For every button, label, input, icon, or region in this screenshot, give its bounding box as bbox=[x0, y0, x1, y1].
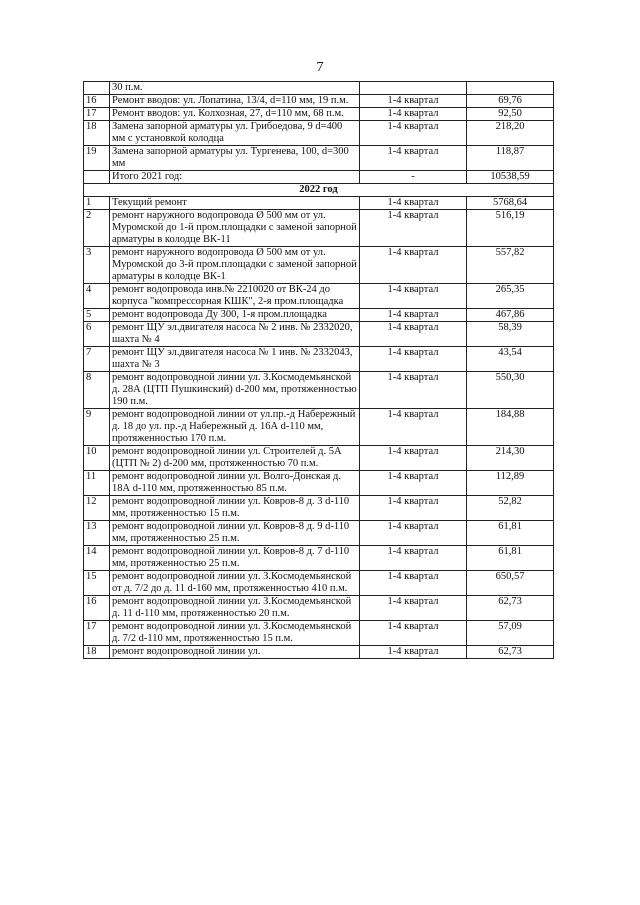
row-number: 11 bbox=[84, 471, 110, 496]
year-header: 2022 год bbox=[84, 184, 554, 197]
total-sum: 10538,59 bbox=[467, 171, 554, 184]
table-total-2021 bbox=[84, 171, 554, 197]
row-sum: 62,73 bbox=[467, 646, 554, 659]
row-description: ремонт водопроводной линии ул. Волго-Донская д. 18А d-110 мм, протяженностью 85 п.м. bbox=[110, 471, 360, 496]
row-sum: 218,20 bbox=[467, 121, 554, 146]
row-quarter: 1-4 квартал bbox=[360, 372, 467, 409]
row-description: Текущий ремонт bbox=[110, 197, 360, 210]
row-quarter: 1-4 квартал bbox=[360, 95, 467, 108]
row-description: ремонт водопроводной линии ул. З.Космодемьянской д. 7/2 d-110 мм, протяженностью 15 п.м. bbox=[110, 621, 360, 646]
row-quarter: 1-4 квартал bbox=[360, 471, 467, 496]
row-number: 18 bbox=[84, 121, 110, 146]
table-row bbox=[84, 571, 554, 596]
table-row bbox=[84, 409, 554, 446]
row-sum: 112,89 bbox=[467, 471, 554, 496]
row-description: ремонт водопроводной линии ул. Ковров-8 д. 3 d-110 мм, протяженностью 15 п.м. bbox=[110, 496, 360, 521]
row-quarter bbox=[360, 82, 467, 95]
row-description: ремонт водопроводной линии ул. Ковров-8 д. 7 d-110 мм, протяженностью 25 п.м. bbox=[110, 546, 360, 571]
row-number: 5 bbox=[84, 309, 110, 322]
page-number: 7 bbox=[316, 60, 324, 75]
row-sum: 184,88 bbox=[467, 409, 554, 446]
row-sum: 61,81 bbox=[467, 521, 554, 546]
row-number: 8 bbox=[84, 372, 110, 409]
table-row bbox=[84, 372, 554, 409]
row-quarter: 1-4 квартал bbox=[360, 571, 467, 596]
row-quarter: 1-4 квартал bbox=[360, 596, 467, 621]
row-quarter: 1-4 квартал bbox=[360, 546, 467, 571]
row-number: 6 bbox=[84, 322, 110, 347]
table-row bbox=[84, 82, 554, 95]
row-description: ремонт водопроводной линии ул. bbox=[110, 646, 360, 659]
row-number bbox=[84, 82, 110, 95]
row-number: 17 bbox=[84, 621, 110, 646]
row-sum: 650,57 bbox=[467, 571, 554, 596]
table-row bbox=[84, 197, 554, 210]
row-number: 10 bbox=[84, 446, 110, 471]
row-sum: 550,30 bbox=[467, 372, 554, 409]
row-number: 16 bbox=[84, 95, 110, 108]
row-number: 12 bbox=[84, 496, 110, 521]
table-row bbox=[84, 471, 554, 496]
row-sum: 557,82 bbox=[467, 247, 554, 284]
table-section-2022 bbox=[84, 197, 554, 659]
row-sum: 69,76 bbox=[467, 95, 554, 108]
row-quarter: 1-4 квартал bbox=[360, 521, 467, 546]
row-description: ремонт водопровода инв.№ 2210020 от ВК-24 до корпуса "компрессорная КШК", 2-я пром.площадка bbox=[110, 284, 360, 309]
row-quarter: 1-4 квартал bbox=[360, 409, 467, 446]
row-sum: 58,39 bbox=[467, 322, 554, 347]
row-sum bbox=[467, 82, 554, 95]
row-description: ремонт наружного водопровода Ø 500 мм от ул. Муромской до 3-й пром.площадки с заменой запорной арматуры в колодце ВК-1 bbox=[110, 247, 360, 284]
row-sum: 118,87 bbox=[467, 146, 554, 171]
table-row bbox=[84, 347, 554, 372]
row-description: 30 п.м. bbox=[110, 82, 360, 95]
row-quarter: 1-4 квартал bbox=[360, 646, 467, 659]
row-sum: 5768,64 bbox=[467, 197, 554, 210]
row-description: ремонт водопроводной линии ул. З.Космодемьянской от д. 7/2 до д. 11 d-160 мм, протяженностью 410 п.м. bbox=[110, 571, 360, 596]
total-label: Итого 2021 год: bbox=[110, 171, 360, 184]
row-quarter: 1-4 квартал bbox=[360, 247, 467, 284]
row-description: Ремонт вводов: ул. Колхозная, 27, d=110 мм, 68 п.м. bbox=[110, 108, 360, 121]
row-number: 1 bbox=[84, 197, 110, 210]
row-description: Замена запорной арматуры ул. Тургенева, 100, d=300 мм bbox=[110, 146, 360, 171]
row-number: 15 bbox=[84, 571, 110, 596]
row-number: 7 bbox=[84, 347, 110, 372]
row-quarter: 1-4 квартал bbox=[360, 108, 467, 121]
row-description: ремонт водопроводной линии ул. З.Космодемьянской д. 28А (ЦТП Пушкинский) d-200 мм, протяженностью 190 п.м. bbox=[110, 372, 360, 409]
table-row bbox=[84, 95, 554, 108]
table-row bbox=[84, 284, 554, 309]
row-quarter: 1-4 квартал bbox=[360, 621, 467, 646]
row-sum: 265,35 bbox=[467, 284, 554, 309]
row-sum: 43,54 bbox=[467, 347, 554, 372]
row-sum: 467,86 bbox=[467, 309, 554, 322]
row-number: 13 bbox=[84, 521, 110, 546]
row-description: ремонт ЩУ эл.двигателя насоса № 2 инв. № 2332020, шахта № 4 bbox=[110, 322, 360, 347]
row-number: 18 bbox=[84, 646, 110, 659]
year-header-row bbox=[84, 184, 554, 197]
row-description: ремонт водопроводной линии от ул.пр.-д Набережный д. 18 до ул. пр.-д Набережный д. 16А d-110 мм, протяженностью 170 п.м. bbox=[110, 409, 360, 446]
row-number: 9 bbox=[84, 409, 110, 446]
table-section-2021 bbox=[84, 82, 554, 171]
row-sum: 57,09 bbox=[467, 621, 554, 646]
row-description: ремонт водопровода Ду 300, 1-я пром.площадка bbox=[110, 309, 360, 322]
table-row bbox=[84, 646, 554, 659]
row-quarter: 1-4 квартал bbox=[360, 309, 467, 322]
row-sum: 61,81 bbox=[467, 546, 554, 571]
table-row bbox=[84, 247, 554, 284]
row-quarter: 1-4 квартал bbox=[360, 347, 467, 372]
row-quarter: 1-4 квартал bbox=[360, 121, 467, 146]
row-number: 14 bbox=[84, 546, 110, 571]
row-quarter: 1-4 квартал bbox=[360, 284, 467, 309]
row-quarter: 1-4 квартал bbox=[360, 322, 467, 347]
row-description: ремонт водопроводной линии ул. Ковров-8 д. 9 d-110 мм, протяженностью 25 п.м. bbox=[110, 521, 360, 546]
row-quarter: 1-4 квартал bbox=[360, 210, 467, 247]
row-number: 19 bbox=[84, 146, 110, 171]
row-description: Замена запорной арматуры ул. Грибоедова, 9 d=400 мм с установкой колодца bbox=[110, 121, 360, 146]
row-sum: 214,30 bbox=[467, 446, 554, 471]
row-description: ремонт водопроводной линии ул. З.Космодемьянской д. 11 d-110 мм, протяженностью 20 п.м. bbox=[110, 596, 360, 621]
row-quarter: 1-4 квартал bbox=[360, 146, 467, 171]
table-row bbox=[84, 309, 554, 322]
table-row bbox=[84, 621, 554, 646]
row-sum: 52,82 bbox=[467, 496, 554, 521]
row-number: 16 bbox=[84, 596, 110, 621]
row-number: 17 bbox=[84, 108, 110, 121]
row-description: ремонт ЩУ эл.двигателя насоса № 1 инв. № 2332043, шахта № 3 bbox=[110, 347, 360, 372]
total-num-cell bbox=[84, 171, 110, 184]
row-quarter: 1-4 квартал bbox=[360, 197, 467, 210]
table-row bbox=[84, 146, 554, 171]
table-row bbox=[84, 121, 554, 146]
row-description: ремонт наружного водопровода Ø 500 мм от ул. Муромской до 1-й пром.площадки с заменой запорной арматуры в колодце ВК-11 bbox=[110, 210, 360, 247]
table-row bbox=[84, 108, 554, 121]
table-row bbox=[84, 322, 554, 347]
repair-plan-table bbox=[83, 81, 554, 659]
total-quarter: - bbox=[360, 171, 467, 184]
row-sum: 92,50 bbox=[467, 108, 554, 121]
row-description: Ремонт вводов: ул. Лопатина, 13/4, d=110 мм, 19 п.м. bbox=[110, 95, 360, 108]
table-row bbox=[84, 210, 554, 247]
total-row bbox=[84, 171, 554, 184]
table-row bbox=[84, 521, 554, 546]
row-sum: 516,19 bbox=[467, 210, 554, 247]
row-quarter: 1-4 квартал bbox=[360, 446, 467, 471]
table-row bbox=[84, 546, 554, 571]
row-description: ремонт водопроводной линии ул. Строителей д. 5А (ЦТП № 2) d-200 мм, протяженностью 70 п.м. bbox=[110, 446, 360, 471]
row-number: 3 bbox=[84, 247, 110, 284]
table-row bbox=[84, 596, 554, 621]
row-number: 2 bbox=[84, 210, 110, 247]
row-sum: 62,73 bbox=[467, 596, 554, 621]
table-row bbox=[84, 446, 554, 471]
table-row bbox=[84, 496, 554, 521]
row-quarter: 1-4 квартал bbox=[360, 496, 467, 521]
row-number: 4 bbox=[84, 284, 110, 309]
